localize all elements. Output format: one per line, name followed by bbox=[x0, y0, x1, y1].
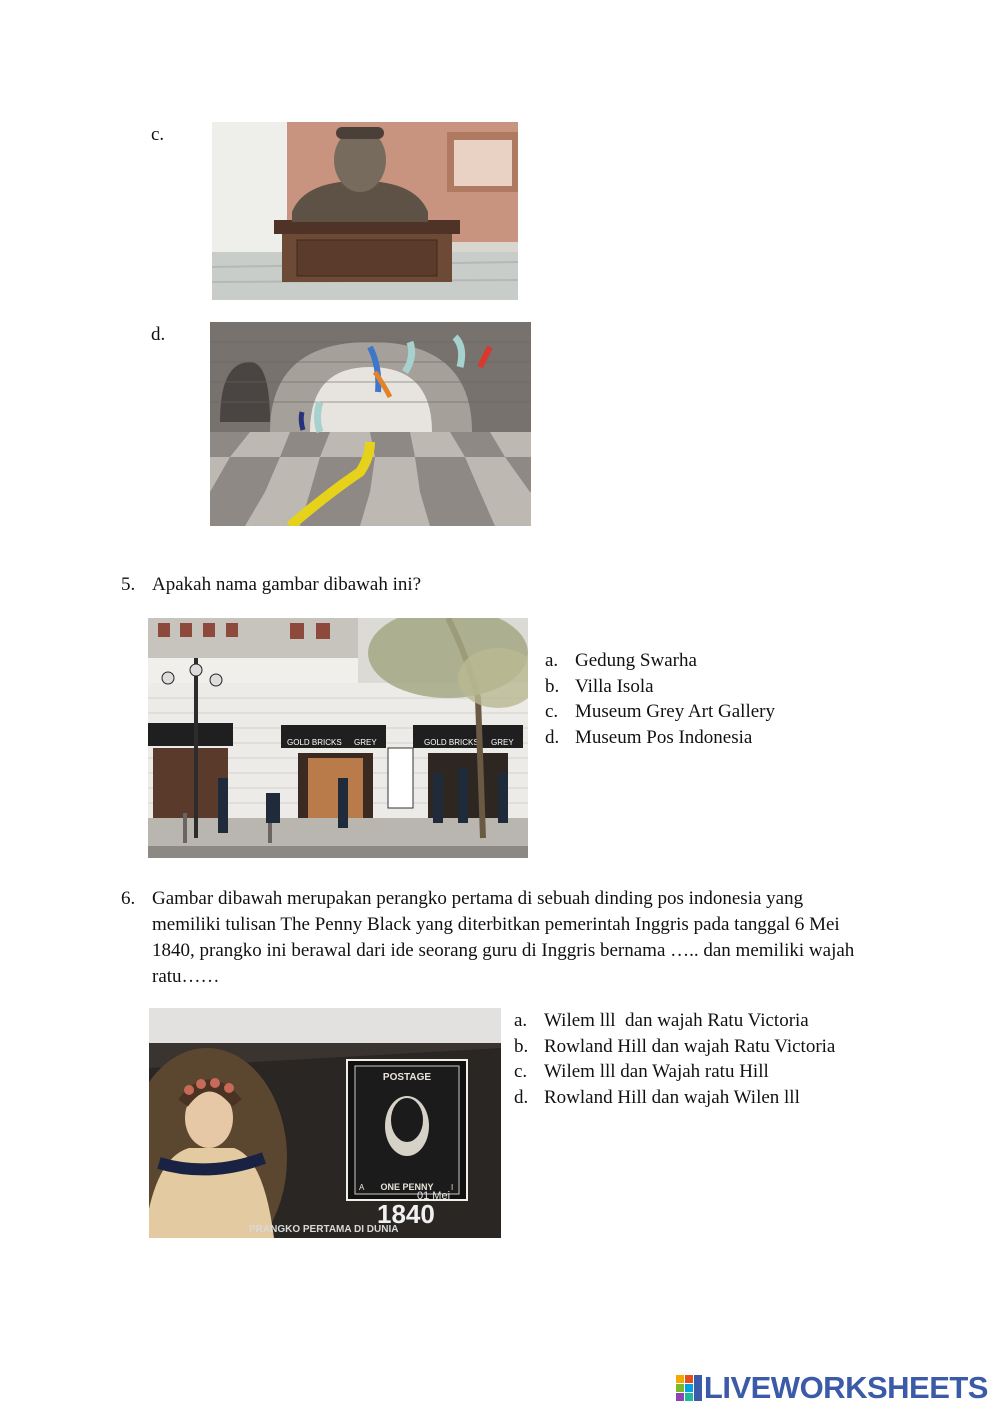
bust-photo bbox=[212, 122, 518, 300]
q5-option-b-letter: b. bbox=[545, 675, 560, 697]
liveworksheets-grid-icon bbox=[676, 1375, 702, 1401]
stamp-corner-right: I bbox=[451, 1183, 454, 1192]
liveworksheets-logo-text: LIVEWORKSHEETS bbox=[703, 1370, 988, 1405]
q6-option-c-text: Wilem lll dan Wajah ratu Hill bbox=[544, 1061, 769, 1082]
question-5-options bbox=[545, 648, 775, 750]
q6-option-b[interactable] bbox=[514, 1034, 835, 1060]
stamp-one-penny-text: ONE PENNY bbox=[380, 1182, 434, 1192]
question-5-text: Apakah nama gambar dibawah ini? bbox=[152, 574, 422, 595]
q5-option-a-text: Gedung Swarha bbox=[575, 650, 697, 671]
liveworksheets-logo[interactable] bbox=[676, 1370, 988, 1406]
q6-option-c-letter: c. bbox=[514, 1061, 528, 1082]
q6-option-a-letter: a. bbox=[514, 1010, 528, 1031]
q6-option-a-text: Wilem lll dan wajah Ratu Victoria bbox=[544, 1010, 809, 1031]
stamp-corner-left: A bbox=[359, 1183, 365, 1192]
q5-option-a[interactable] bbox=[545, 648, 775, 674]
question-6 bbox=[121, 886, 881, 996]
q6-option-b-text: Rowland Hill dan wajah Ratu Victoria bbox=[544, 1035, 836, 1057]
arched-hall-photo bbox=[210, 322, 531, 526]
photo-date-text: 01 Mei bbox=[417, 1190, 451, 1202]
question-5-number: 5. bbox=[121, 574, 136, 595]
option-d-letter: d. bbox=[151, 324, 166, 345]
question-6-text: Gambar dibawah merupakan perangko pertama di sebuah dinding pos indonesia yang memiliki tulisan The Penny Black yang diterbitkan pemerintah Inggris pada tanggal 6 Mei 1840, prangko ini berawal dari ide seorang guru di Inggris bernama ….. dan memiliki wajah ratu…… bbox=[152, 888, 855, 987]
q5-option-b[interactable] bbox=[545, 674, 775, 700]
museum-facade-photo bbox=[148, 618, 528, 858]
q5-option-b-text: Villa Isola bbox=[575, 675, 654, 697]
option-c-letter: c. bbox=[151, 124, 165, 145]
q6-option-b-letter: b. bbox=[514, 1035, 529, 1057]
photo-year-text: 1840 bbox=[377, 1199, 435, 1229]
q5-option-d-text: Museum Pos Indonesia bbox=[575, 726, 753, 748]
q5-option-c[interactable] bbox=[545, 699, 775, 725]
awning-sign-gold-bricks-1: GOLD BRICKS bbox=[287, 738, 342, 747]
penny-black-photo bbox=[149, 1008, 501, 1238]
question-6-options bbox=[514, 1008, 835, 1110]
q5-option-d[interactable] bbox=[545, 725, 775, 751]
q5-option-c-letter: c. bbox=[545, 701, 559, 722]
q5-option-a-letter: a. bbox=[545, 650, 559, 671]
question-5 bbox=[121, 572, 881, 598]
photo-caption-text: PRANGKO PERTAMA DI DUNIA bbox=[249, 1224, 399, 1235]
awning-sign-grey-1: GREY bbox=[354, 738, 377, 747]
q6-option-a[interactable] bbox=[514, 1008, 835, 1034]
q6-option-d[interactable] bbox=[514, 1085, 835, 1111]
q6-option-c[interactable] bbox=[514, 1059, 835, 1085]
q5-option-d-letter: d. bbox=[545, 726, 560, 748]
awning-sign-gold-bricks-2: GOLD BRICKS bbox=[424, 738, 479, 747]
stamp-postage-text: POSTAGE bbox=[382, 1072, 432, 1083]
question-6-number: 6. bbox=[121, 888, 136, 909]
awning-sign-grey-2: GREY bbox=[491, 738, 514, 747]
q5-option-c-text: Museum Grey Art Gallery bbox=[575, 701, 775, 722]
q6-option-d-text: Rowland Hill dan wajah Wilen lll bbox=[544, 1086, 800, 1108]
q6-option-d-letter: d. bbox=[514, 1086, 529, 1108]
